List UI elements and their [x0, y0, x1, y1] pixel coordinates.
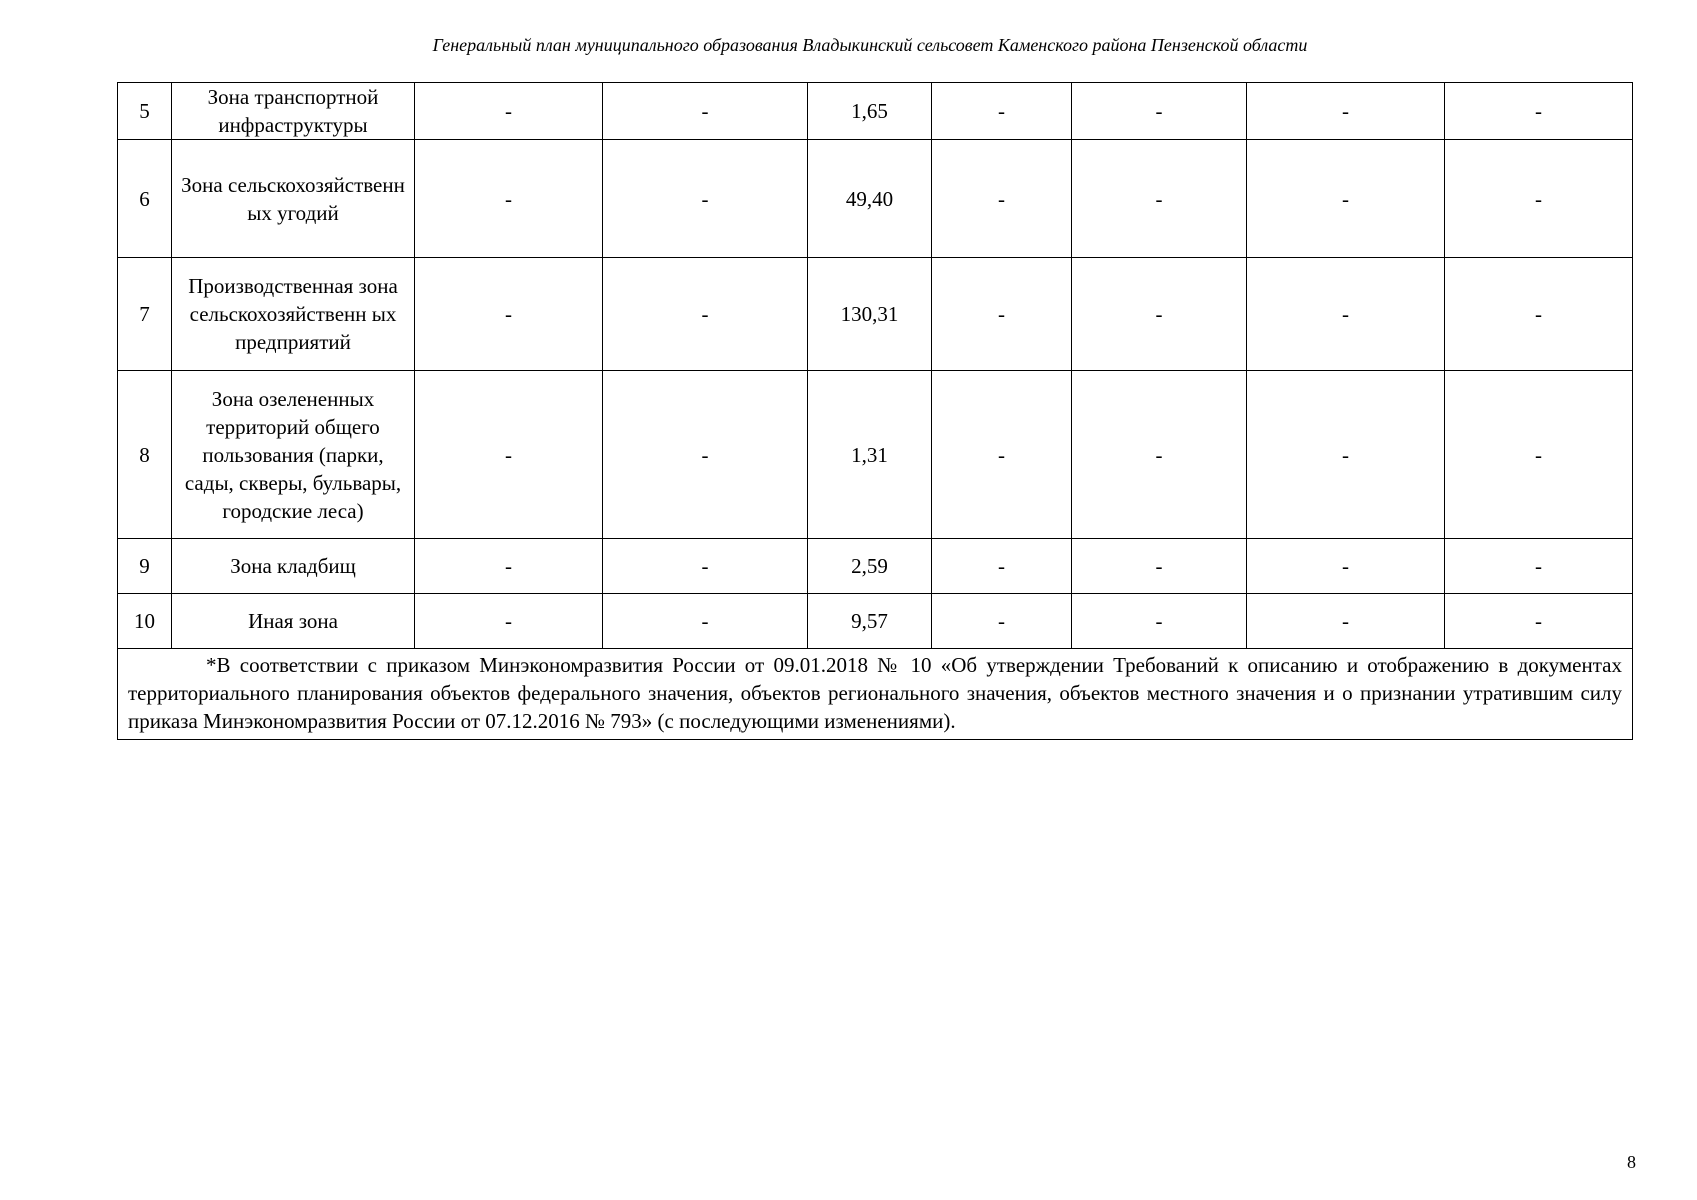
table-cell: -	[1445, 539, 1633, 594]
table-cell: -	[1072, 83, 1247, 140]
table-cell: -	[603, 539, 808, 594]
zones-table	[117, 82, 1633, 740]
zone-name: Зона озелененных территорий общего пользования (парки, сады, скверы, бульвары, городские леса)	[172, 371, 415, 539]
row-number: 7	[118, 258, 172, 371]
row-number: 8	[118, 371, 172, 539]
table-cell: -	[603, 371, 808, 539]
table-cell: -	[932, 258, 1072, 371]
table-row	[118, 258, 1633, 371]
table-cell: -	[415, 371, 603, 539]
table-cell: -	[1072, 371, 1247, 539]
zone-name: Зона кладбищ	[172, 539, 415, 594]
table-cell: -	[932, 539, 1072, 594]
footnote-cell	[118, 649, 1633, 740]
page-number: 8	[1627, 1152, 1636, 1172]
area-value: 49,40	[808, 140, 932, 258]
table-cell: -	[932, 140, 1072, 258]
area-value: 9,57	[808, 594, 932, 649]
table-cell: -	[1247, 140, 1445, 258]
table-row	[118, 83, 1633, 140]
table-cell: -	[415, 83, 603, 140]
table-cell: -	[415, 140, 603, 258]
zone-name: Иная зона	[172, 594, 415, 649]
table-cell: -	[1445, 594, 1633, 649]
table-row	[118, 140, 1633, 258]
table-cell: -	[1445, 258, 1633, 371]
table-cell: -	[932, 594, 1072, 649]
table-cell: -	[415, 258, 603, 371]
row-number: 5	[118, 83, 172, 140]
table-cell: -	[1072, 140, 1247, 258]
row-number: 6	[118, 140, 172, 258]
table-cell: -	[1247, 371, 1445, 539]
area-value: 1,31	[808, 371, 932, 539]
table-cell: -	[1247, 539, 1445, 594]
table-row	[118, 371, 1633, 539]
table-cell: -	[932, 371, 1072, 539]
table-cell: -	[1072, 594, 1247, 649]
row-number: 9	[118, 539, 172, 594]
table-cell: -	[1072, 539, 1247, 594]
zone-name: Зона сельскохозяйственн ых угодий	[172, 140, 415, 258]
table-cell: -	[1445, 83, 1633, 140]
running-header: Генеральный план муниципального образования Владыкинский сельсовет Каменского района Пензенской области	[432, 35, 1308, 55]
table-cell: -	[1247, 594, 1445, 649]
table-cell: -	[603, 83, 808, 140]
table-cell: -	[603, 140, 808, 258]
table-cell: -	[603, 594, 808, 649]
area-value: 2,59	[808, 539, 932, 594]
footnote: *В соответствии с приказом Минэкономразвития России от 09.01.2018 № 10 «Об утверждении Требований к описанию и отображению в документах территориального планирования объектов федерального значения, объектов регионального значения, объектов местного значения и о признании утратившим силу приказа Минэкономразвития России от 07.12.2016 № 793» (с последующими изменениями).	[128, 653, 1622, 733]
zone-name: Зона транспортной инфраструктуры	[172, 83, 415, 140]
table-cell: -	[932, 83, 1072, 140]
footnote-row	[118, 649, 1633, 740]
area-value: 130,31	[808, 258, 932, 371]
table-cell: -	[1445, 140, 1633, 258]
area-value: 1,65	[808, 83, 932, 140]
table-cell: -	[415, 594, 603, 649]
table-cell: -	[1072, 258, 1247, 371]
zone-name: Производственная зона сельскохозяйственн ых предприятий	[172, 258, 415, 371]
row-number: 10	[118, 594, 172, 649]
table-row	[118, 539, 1633, 594]
table-row	[118, 594, 1633, 649]
table-cell: -	[603, 258, 808, 371]
table-cell: -	[415, 539, 603, 594]
table-cell: -	[1247, 258, 1445, 371]
table-cell: -	[1445, 371, 1633, 539]
table-cell: -	[1247, 83, 1445, 140]
